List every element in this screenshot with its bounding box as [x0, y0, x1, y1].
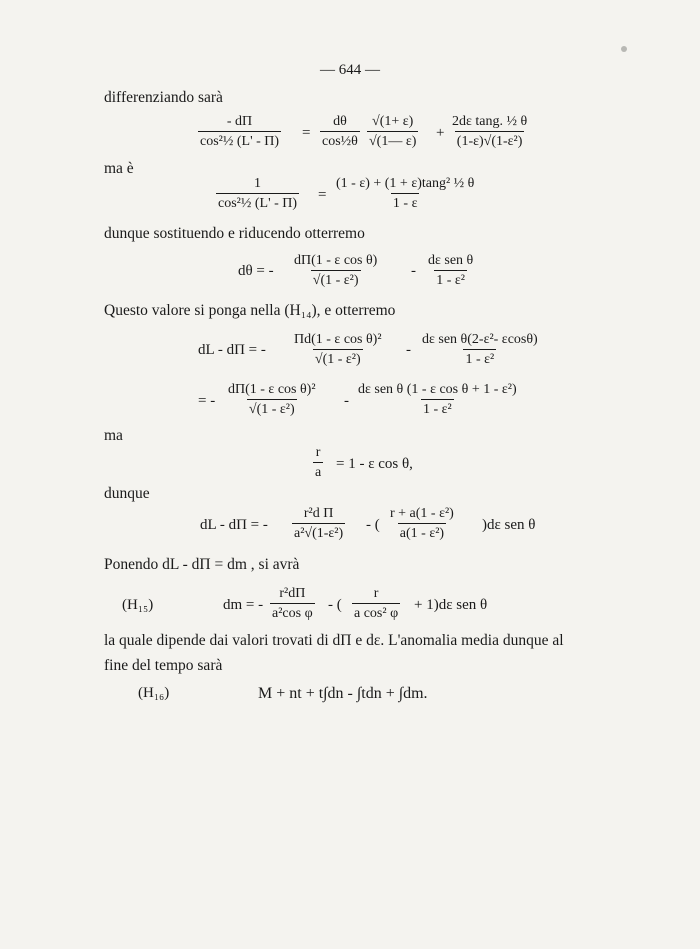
fraction — [356, 383, 519, 417]
denominator: 1 - ε² — [421, 399, 454, 417]
fraction — [420, 333, 540, 367]
denominator: cos²½ (L' - Π) — [198, 131, 281, 149]
denominator: cos²½ (L' - Π) — [216, 193, 299, 211]
equation-lhs: dm = - — [223, 597, 264, 613]
numerator: dε sen θ(2-ε²- εcosθ) — [422, 332, 538, 347]
fraction — [216, 177, 299, 211]
denominator: √(1 - ε²) — [247, 399, 297, 417]
denominator: a cos² φ — [352, 603, 400, 621]
numerator: dΠ(1 - ε cos θ)² — [228, 382, 316, 397]
equation-lhs: dL - dΠ = - — [198, 342, 266, 358]
equation-label: (H₁₅) — [122, 597, 154, 613]
fraction — [198, 115, 281, 149]
equation-lhs: dθ = - — [238, 263, 274, 279]
equation-label: (H₁₆) — [138, 685, 170, 701]
fraction — [313, 446, 323, 480]
denominator: √(1— ε) — [367, 131, 418, 149]
plus-sign: + — [436, 125, 445, 141]
equals-sign: = — [318, 187, 327, 203]
equation-rhs: = 1 - ε cos θ, — [336, 456, 413, 472]
numerator: r²d Π — [303, 506, 334, 521]
equation-lhs: dL - dΠ = - — [200, 517, 268, 533]
page-number: — 644 — — [320, 62, 380, 78]
numerator: r + a(1 - ε²) — [390, 506, 454, 521]
text-line: la quale dipende dai valori trovati di dΠ e dε. L'anomalia media dunque al — [104, 632, 564, 649]
text-line: ma è — [104, 160, 134, 177]
numerator: 1 — [254, 176, 262, 191]
fraction — [426, 254, 475, 288]
text-line: differenziando sarà — [104, 89, 223, 106]
equation-operator: - ( — [366, 517, 380, 533]
numerator: r²dΠ — [279, 586, 306, 601]
equals-sign: = — [302, 125, 311, 141]
numerator: r — [373, 586, 379, 601]
equation-body: M + nt + t∫dn - ∫tdn + ∫dm. — [258, 685, 428, 702]
numerator: dθ — [333, 114, 347, 129]
denominator: 1 - ε² — [463, 349, 496, 367]
numerator: √(1+ ε) — [372, 114, 414, 129]
fraction — [334, 177, 476, 211]
minus-sign: - — [344, 393, 349, 409]
denominator: a²cos φ — [270, 603, 315, 621]
fraction — [388, 507, 456, 541]
fraction — [292, 254, 379, 288]
denominator: cos½θ — [320, 131, 360, 149]
fraction — [367, 115, 418, 149]
numerator: r — [315, 445, 321, 460]
equation-tail: )dε sen θ — [482, 517, 536, 533]
text-line: dunque — [104, 485, 150, 502]
numerator: dε sen θ — [428, 253, 474, 268]
numerator: Πd(1 - ε cos θ)² — [294, 332, 382, 347]
numerator: 2dε tang. ½ θ — [452, 114, 528, 129]
numerator: dΠ(1 - ε cos θ) — [294, 253, 378, 268]
equation-tail: + 1)dε sen θ — [414, 597, 488, 613]
text-line: ma — [104, 427, 123, 444]
fraction — [292, 507, 345, 541]
denominator: a — [313, 462, 323, 480]
equation-operator: - ( — [328, 597, 342, 613]
numerator: - dΠ — [226, 114, 253, 129]
text-line: Ponendo dL - dΠ = dm , si avrà — [104, 556, 300, 573]
text-line: fine del tempo sarà — [104, 657, 223, 674]
denominator: √(1 - ε²) — [311, 270, 361, 288]
denominator: (1-ε)√(1-ε²) — [455, 131, 525, 149]
fraction — [270, 587, 315, 621]
denominator: 1 - ε² — [434, 270, 467, 288]
fraction — [226, 383, 318, 417]
equation-lhs: = - — [198, 393, 216, 409]
minus-sign: - — [406, 342, 411, 358]
denominator: √(1 - ε²) — [313, 349, 363, 367]
denominator: a(1 - ε²) — [398, 523, 446, 541]
numerator: (1 - ε) + (1 + ε)tang² ½ θ — [336, 176, 475, 191]
fraction — [450, 115, 529, 149]
text-line: dunque sostituendo e riducendo otterremo — [104, 225, 365, 242]
denominator: 1 - ε — [391, 193, 420, 211]
fraction — [292, 333, 384, 367]
denominator: a²√(1-ε²) — [292, 523, 345, 541]
numerator: dε sen θ (1 - ε cos θ + 1 - ε²) — [358, 382, 517, 397]
minus-sign: - — [411, 263, 416, 279]
fraction — [352, 587, 400, 621]
text-line: Questo valore si ponga nella (H₁₄), e otterremo — [104, 302, 396, 319]
fraction — [320, 115, 360, 149]
paper-spot — [621, 46, 627, 52]
